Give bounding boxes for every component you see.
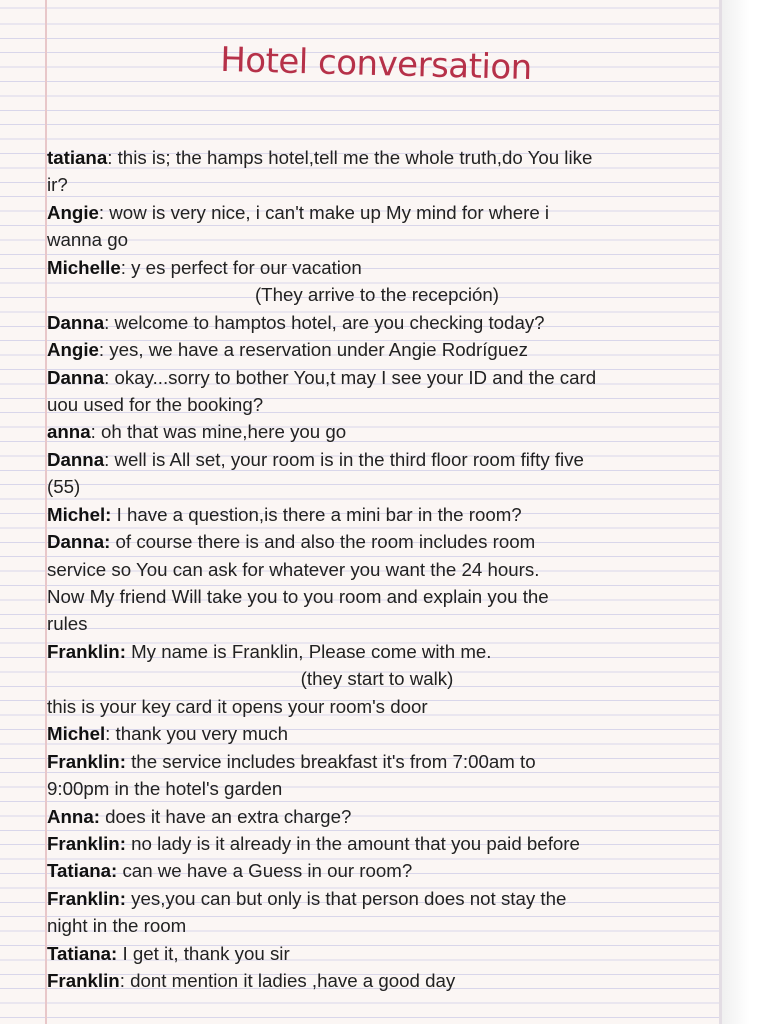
speaker-name: Danna: xyxy=(47,531,111,553)
page-shadow xyxy=(722,0,768,1024)
speaker-name: Franklin: xyxy=(47,832,126,854)
line-text: : this is; the hamps hotel,tell me the whole truth,do You like xyxy=(107,147,593,168)
stage-direction xyxy=(47,665,707,692)
dialogue-line xyxy=(47,912,707,939)
speaker-name: Michelle xyxy=(47,256,121,278)
speaker-name: Franklin xyxy=(47,970,120,992)
dialogue-line xyxy=(47,610,707,637)
line-text: this is your key card it opens your room's door xyxy=(47,695,428,717)
line-text: Now My friend Will take you to you room and explain you the xyxy=(47,586,549,607)
dialogue-line xyxy=(47,309,707,336)
speaker-name: Michel xyxy=(47,723,106,745)
line-text: : thank you very much xyxy=(105,723,288,745)
dialogue-line xyxy=(47,528,707,555)
line-text: uou used for the booking? xyxy=(47,393,264,415)
line-text: the service includes breakfast it's from 7:00am to xyxy=(125,750,536,772)
dialogue-line xyxy=(47,748,707,775)
dialogue-line xyxy=(47,940,707,967)
line-text: wanna go xyxy=(47,229,129,251)
line-text: : yes, we have a reservation under Angie Rodríguez xyxy=(98,339,528,361)
line-text: night in the room xyxy=(47,915,187,937)
line-text: : oh that was mine,here you go xyxy=(90,421,347,443)
line-text: can we have a Guess in our room? xyxy=(117,860,413,882)
dialogue-text xyxy=(47,144,707,995)
line-text: : okay...sorry to bother You,t may I see your ID and the card xyxy=(104,366,597,388)
dialogue-line xyxy=(47,364,707,391)
dialogue-line xyxy=(47,144,707,171)
dialogue-line xyxy=(47,693,707,720)
line-text: My name is Franklin, Please come with me. xyxy=(125,640,492,662)
speaker-name: anna xyxy=(47,421,91,443)
stage-direction xyxy=(47,281,707,308)
line-text: does it have an extra charge? xyxy=(99,805,352,827)
dialogue-line xyxy=(47,556,707,583)
speaker-name: Franklin: xyxy=(47,750,126,772)
dialogue-line xyxy=(47,418,707,445)
line-text: yes,you can but only is that person does not stay the xyxy=(125,887,567,909)
dialogue-line xyxy=(47,583,707,610)
dialogue-line xyxy=(47,720,707,747)
line-text: : well is All set, your room is in the third floor room fifty five xyxy=(104,448,584,470)
speaker-name: tatiana xyxy=(47,147,108,168)
speaker-name: Tatiana: xyxy=(47,942,118,964)
line-text: 9:00pm in the hotel's garden xyxy=(47,778,283,800)
line-text: : dont mention it ladies ,have a good day xyxy=(119,970,456,992)
line-text: ir? xyxy=(47,174,68,196)
dialogue-line xyxy=(47,967,707,994)
dialogue-line xyxy=(47,391,707,418)
line-text: service so You can ask for whatever you want the 24 hours. xyxy=(47,558,540,580)
line-text: I have a question,is there a mini bar in the room? xyxy=(111,503,522,525)
dialogue-line xyxy=(47,446,707,473)
line-text: : wow is very nice, i can't make up My mind for where i xyxy=(98,201,550,223)
line-text: : welcome to hamptos hotel, are you checking today? xyxy=(104,311,545,333)
speaker-name: Danna xyxy=(47,448,105,470)
line-text: (55) xyxy=(47,476,81,498)
page-title: Hotel conversation xyxy=(219,39,533,89)
dialogue-line xyxy=(47,775,707,802)
dialogue-line xyxy=(47,226,707,253)
line-text: I get it, thank you sir xyxy=(117,942,290,964)
dialogue-line xyxy=(47,254,707,281)
dialogue-line xyxy=(47,336,707,363)
speaker-name: Franklin: xyxy=(47,887,126,909)
dialogue-line xyxy=(47,171,707,198)
dialogue-line xyxy=(47,803,707,830)
speaker-name: Anna: xyxy=(47,805,100,827)
dialogue-line xyxy=(47,885,707,912)
line-text: (They arrive to the recepción) xyxy=(254,284,500,306)
dialogue-line xyxy=(47,473,707,500)
speaker-name: Tatiana: xyxy=(47,860,118,882)
line-text: : y es perfect for our vacation xyxy=(120,256,362,278)
speaker-name: Angie xyxy=(47,339,99,361)
line-text: of course there is and also the room includes room xyxy=(110,531,536,553)
dialogue-line xyxy=(47,830,707,857)
line-text: no lady is it already in the amount that you paid before xyxy=(125,832,580,854)
speaker-name: Danna xyxy=(47,311,105,333)
dialogue-line xyxy=(47,857,707,884)
speaker-name: Angie xyxy=(47,201,99,223)
dialogue-line xyxy=(47,501,707,528)
speaker-name: Franklin: xyxy=(47,640,126,662)
dialogue-line xyxy=(47,638,707,665)
speaker-name: Danna xyxy=(47,366,105,388)
dialogue-line xyxy=(47,199,707,226)
speaker-name: Michel: xyxy=(47,503,112,525)
line-text: (they start to walk) xyxy=(300,668,454,690)
line-text: rules xyxy=(47,613,88,635)
